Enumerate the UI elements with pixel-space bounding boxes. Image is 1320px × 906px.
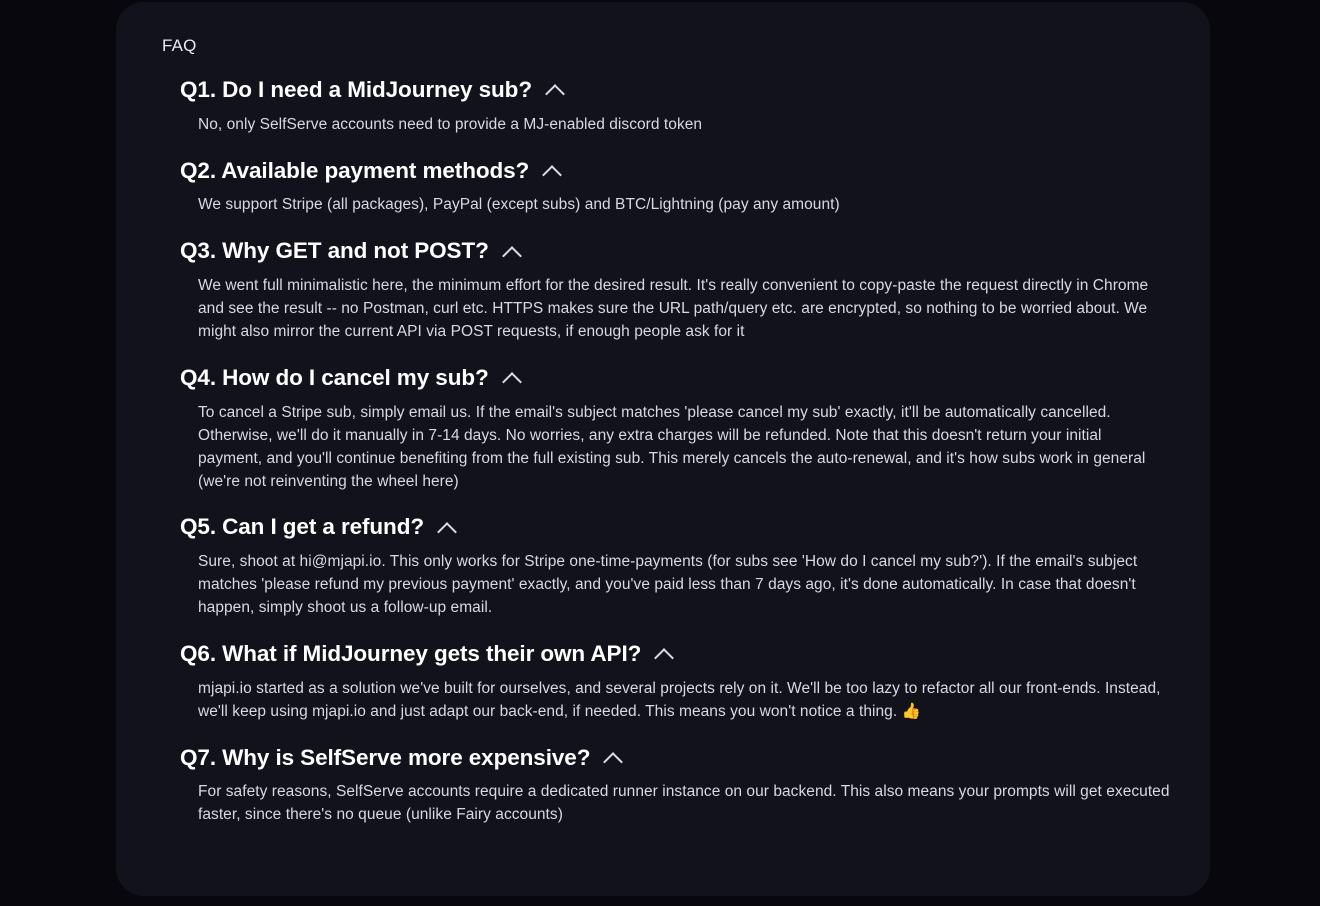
chevron-up-icon[interactable]: [501, 241, 523, 263]
faq-answer: We support Stripe (all packages), PayPal (except subs) and BTC/Lightning (pay any amount): [198, 196, 840, 214]
faq-item: [162, 159, 1170, 218]
faq-section-label: FAQ: [162, 36, 197, 55]
chevron-up-icon[interactable]: [602, 747, 624, 769]
faq-answer: We went full minimalistic here, the minimum effort for the desired result. It's really convenient to copy-paste the request directly in Chrome and see the result -- no Postman, curl etc. HTTPS makes sure the URL path/query etc. are encrypted, so nothing to be worried about. We might also mirror the current API via POST requests, if enough people ask for it: [198, 277, 1149, 340]
faq-item: [162, 515, 1170, 620]
faq-item: [162, 78, 1170, 137]
faq-item: [162, 366, 1170, 494]
faq-item: [162, 746, 1170, 828]
chevron-up-icon[interactable]: [541, 160, 563, 182]
chevron-up-icon[interactable]: [436, 517, 458, 539]
chevron-up-icon[interactable]: [501, 367, 523, 389]
faq-question: Q4. How do I cancel my sub?: [180, 364, 489, 390]
faq-item: [162, 239, 1170, 344]
faq-question: Q6. What if MidJourney gets their own API?: [180, 641, 642, 666]
faq-question-row[interactable]: [180, 78, 1170, 103]
faq-answer: No, only SelfServe accounts need to provide a MJ-enabled discord token: [198, 115, 703, 133]
faq-question: Q7. Why is SelfServe more expensive?: [180, 744, 591, 770]
faq-question-row[interactable]: [180, 239, 1170, 264]
faq-item: [162, 642, 1170, 724]
chevron-up-icon[interactable]: [544, 79, 566, 101]
faq-question-row[interactable]: [180, 366, 1170, 391]
faq-question-row[interactable]: [180, 746, 1170, 771]
faq-answer: For safety reasons, SelfServe accounts require a dedicated runner instance on our backend. This also means your prompts will get executed faster, since there's no queue (unlike Fairy accounts): [198, 783, 1170, 824]
faq-question: Q3. Why GET and not POST?: [180, 238, 489, 264]
faq-card: [116, 2, 1210, 896]
faq-question-row[interactable]: [180, 159, 1170, 184]
faq-question-row[interactable]: [180, 515, 1170, 540]
faq-question: Q2. Available payment methods?: [180, 157, 530, 183]
faq-answer: Sure, shoot at hi@mjapi.io. This only works for Stripe one-time-payments (for subs see 'How do I cancel my sub?'). If the email's subject matches 'please refund my previous payment' exactly, and you've paid less than 7 days ago, it's done automatically. In case that doesn't happen, simply shoot us a follow-up email.: [198, 553, 1138, 617]
chevron-up-icon[interactable]: [653, 643, 675, 665]
faq-answer: mjapi.io started as a solution we've built for ourselves, and several projects rely on it. We'll be too lazy to refactor all our front-ends. Instead, we'll keep using mjapi.io and just adapt our back-end, if needed. This means you won't notice a thing. 👍: [198, 679, 1161, 720]
faq-question: Q1. Do I need a MidJourney sub?: [180, 77, 532, 102]
faq-question-row[interactable]: [180, 642, 1170, 667]
faq-question: Q5. Can I get a refund?: [180, 514, 424, 540]
faq-answer: To cancel a Stripe sub, simply email us. If the email's subject matches 'please cancel my sub' exactly, it'll be automatically cancelled. Otherwise, we'll do it manually in 7-14 days. No worries, any extra charges will be refunded. Note that this doesn't return your initial payment, and you'll continue benefiting from the full existing sub. This merely cancels the auto-renewal, and it's how subs work in general (we're not reinventing the wheel here): [198, 403, 1146, 490]
